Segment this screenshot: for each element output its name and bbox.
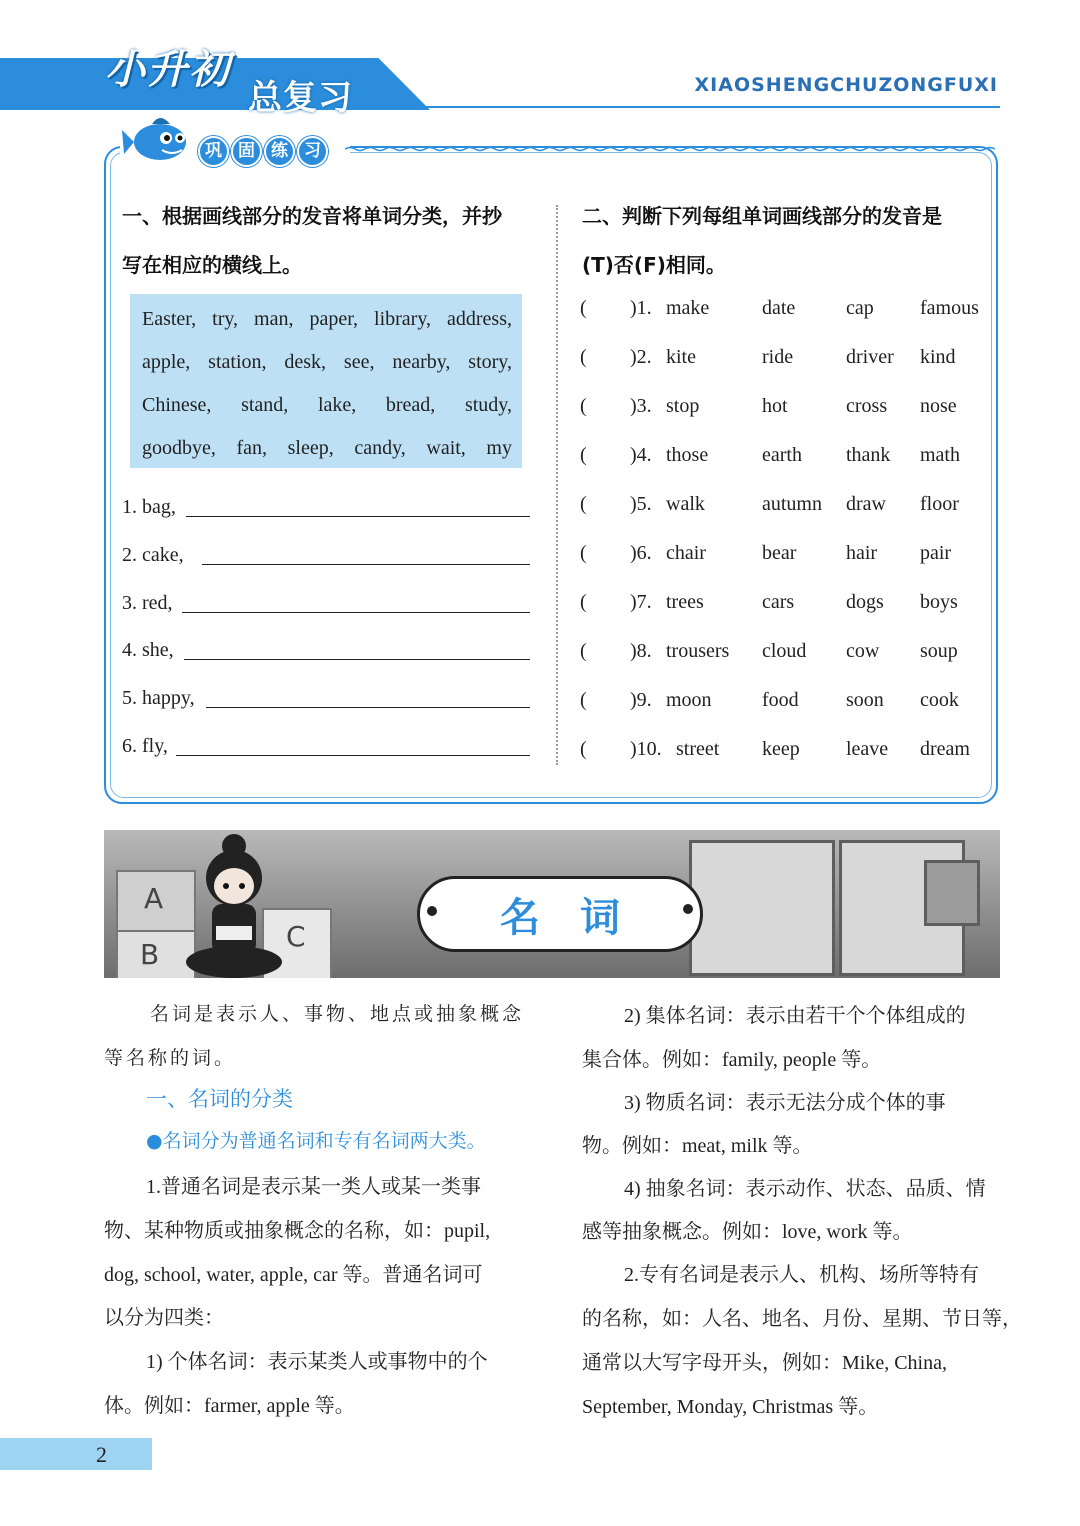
tf-word: cook — [920, 689, 959, 711]
tf-word: stop — [666, 395, 700, 417]
paragraph-line: 2) 集体名词：表示由若干个个体组成的 — [624, 1005, 966, 1027]
letter-cube: A — [116, 870, 196, 934]
tf-word: hot — [762, 395, 788, 417]
word-bank-line: goodbye, fan, sleep, candy, wait, my — [142, 437, 512, 459]
tf-word: dogs — [846, 591, 884, 613]
section2-title: 二、判断下列每组单词画线部分的发音是 — [582, 204, 942, 228]
tf-word: autumn — [762, 493, 822, 515]
answer-line[interactable] — [176, 755, 530, 756]
tf-item — [580, 591, 990, 621]
badge-char: 练 — [264, 136, 295, 167]
section1-title-cont: 写在相应的横线上。 — [122, 253, 302, 277]
paragraph-line: 1) 个体名词：表示某类人或事物中的个 — [146, 1351, 488, 1373]
section1-title: 一、根据画线部分的发音将单词分类，并抄 — [122, 204, 502, 228]
answer-paren[interactable]: ( — [580, 542, 587, 564]
answer-paren[interactable]: ( — [580, 640, 587, 662]
tf-word: trees — [666, 591, 704, 613]
tf-item — [580, 640, 990, 670]
tf-word: thank — [846, 444, 891, 466]
badge-char: 固 — [231, 136, 262, 167]
answer-line[interactable] — [184, 659, 530, 660]
answer-paren[interactable]: ( — [580, 444, 587, 466]
tf-word: nose — [920, 395, 957, 417]
letter-cube: B — [116, 930, 196, 978]
window-shape — [689, 840, 835, 976]
tf-item — [580, 297, 990, 327]
answer-paren[interactable]: ( — [580, 689, 587, 711]
paragraph-line: 4) 抽象名词：表示动作、状态、品质、情 — [624, 1178, 986, 1200]
tf-word: make — [666, 297, 710, 319]
tf-item — [580, 542, 990, 572]
tf-word: those — [666, 444, 709, 466]
tf-word: draw — [846, 493, 886, 515]
tf-word: food — [762, 689, 799, 711]
answer-line[interactable] — [182, 612, 530, 613]
letter-cube: C — [262, 908, 332, 978]
chapter-title: 名词 — [500, 895, 660, 941]
paragraph-line: 物、某种物质或抽象概念的名称，如：pupil, — [104, 1220, 491, 1242]
tf-item — [580, 493, 990, 523]
tf-word: soup — [920, 640, 958, 662]
tf-word: driver — [846, 346, 894, 368]
answer-paren[interactable]: ( — [580, 346, 587, 368]
answer-paren[interactable]: ( — [580, 493, 587, 515]
tf-word: date — [762, 297, 796, 319]
paragraph-line: 感等抽象概念。例如：love, work 等。 — [582, 1221, 913, 1243]
header-rule — [420, 106, 1000, 108]
paragraph-line: 通常以大写字母开头，例如：Mike, China, — [582, 1352, 947, 1374]
answer-paren[interactable]: ( — [580, 738, 587, 760]
tf-word: ride — [762, 346, 794, 368]
badge-char: 习 — [297, 136, 328, 167]
page-number: 2 — [96, 1442, 107, 1467]
fill-item: 4. she, — [122, 639, 174, 661]
tf-word: boys — [920, 591, 958, 613]
tf-item — [580, 689, 990, 719]
tf-word: cap — [846, 297, 874, 319]
wave-rule — [345, 146, 995, 152]
paragraph-line: 1.普通名词是表示某一类人或某一类事 — [146, 1176, 481, 1198]
fill-item: 2. cake, — [122, 544, 184, 566]
tf-item — [580, 444, 990, 474]
word-bank-line: Chinese, stand, lake, bread, study, — [142, 394, 512, 416]
fill-item: 1. bag, — [122, 496, 176, 518]
fill-item: 5. happy, — [122, 687, 195, 709]
word-bank-line: Easter, try, man, paper, library, address, — [142, 308, 512, 330]
answer-paren[interactable]: ( — [580, 395, 587, 417]
tf-word: keep — [762, 738, 800, 760]
item-number: )6. — [630, 542, 652, 564]
paragraph-line: 3) 物质名词：表示无法分成个体的事 — [624, 1092, 946, 1114]
paragraph-line: 物。例如：meat, milk 等。 — [582, 1135, 813, 1157]
item-number: )7. — [630, 591, 652, 613]
paragraph-line: dog, school, water, apple, car 等。普通名词可 — [104, 1264, 483, 1286]
paragraph-line: 集合体。例如：family, people 等。 — [582, 1049, 882, 1071]
paragraph-line: 体。例如：farmer, apple 等。 — [104, 1395, 355, 1417]
tf-word: math — [920, 444, 960, 466]
item-number: )8. — [630, 640, 652, 662]
tf-word: bear — [762, 542, 797, 564]
tf-word: trousers — [666, 640, 730, 662]
paragraph-line: 以分为四类： — [104, 1307, 224, 1329]
tf-word: floor — [920, 493, 959, 515]
paragraph-line: September, Monday, Christmas 等。 — [582, 1396, 879, 1418]
header-title: 小升初 — [105, 47, 231, 93]
paragraph-line: 2.专有名词是表示人、机构、场所等特有 — [624, 1264, 979, 1286]
reading-girl-icon — [184, 834, 284, 978]
item-number: )9. — [630, 689, 652, 711]
paragraph-line: 的名称，如：人名、地名、月份、星期、节日等， — [582, 1308, 1022, 1330]
item-number: )5. — [630, 493, 652, 515]
tf-word: famous — [920, 297, 979, 319]
fill-item: 3. red, — [122, 592, 173, 614]
header-pinyin: XIAOSHENGCHUZONGFUXI — [694, 74, 998, 96]
section2-title-cont: (T)否(F)相同。 — [582, 253, 726, 277]
tf-word: earth — [762, 444, 802, 466]
item-number: )4. — [630, 444, 652, 466]
answer-line[interactable] — [186, 516, 530, 517]
tf-word: walk — [666, 493, 705, 515]
bullet-note: ●名词分为普通名词和专有名词两大类。 — [146, 1130, 486, 1152]
wall-calendar — [924, 860, 980, 926]
answer-line[interactable] — [206, 707, 530, 708]
tf-word: kind — [920, 346, 956, 368]
tf-word: moon — [666, 689, 712, 711]
tf-word: hair — [846, 542, 878, 564]
tf-word: cow — [846, 640, 880, 662]
fill-item: 6. fly, — [122, 735, 168, 757]
tf-item — [580, 346, 990, 376]
item-number: )1. — [630, 297, 652, 319]
tf-item — [580, 738, 990, 768]
answer-line[interactable] — [202, 564, 530, 565]
badge-char: 巩 — [198, 136, 229, 167]
tf-word: cloud — [762, 640, 807, 662]
intro-text-cont: 等名称的词。 — [104, 1047, 237, 1069]
page-number-tab — [0, 1438, 152, 1470]
tf-word: leave — [846, 738, 889, 760]
item-number: )10. — [630, 738, 662, 760]
tf-word: soon — [846, 689, 884, 711]
answer-paren[interactable]: ( — [580, 297, 587, 319]
answer-paren[interactable]: ( — [580, 591, 587, 613]
item-number: )3. — [630, 395, 652, 417]
tf-word: chair — [666, 542, 706, 564]
word-bank-line: apple, station, desk, see, nearby, story, — [142, 351, 512, 373]
section-heading: 一、名词的分类 — [146, 1087, 293, 1111]
header-subtitle: 总复习 — [248, 78, 353, 118]
item-number: )2. — [630, 346, 652, 368]
intro-text: 名词是表示人、事物、地点或抽象概念 — [150, 1003, 525, 1025]
fish-mascot-icon — [122, 112, 192, 170]
tf-word: kite — [666, 346, 696, 368]
tf-word: cross — [846, 395, 888, 417]
practice-badge — [198, 136, 328, 167]
tf-word: cars — [762, 591, 795, 613]
column-divider — [556, 205, 558, 765]
tf-word: dream — [920, 738, 970, 760]
tf-item — [580, 395, 990, 425]
tf-word: street — [676, 738, 720, 760]
tf-word: pair — [920, 542, 952, 564]
